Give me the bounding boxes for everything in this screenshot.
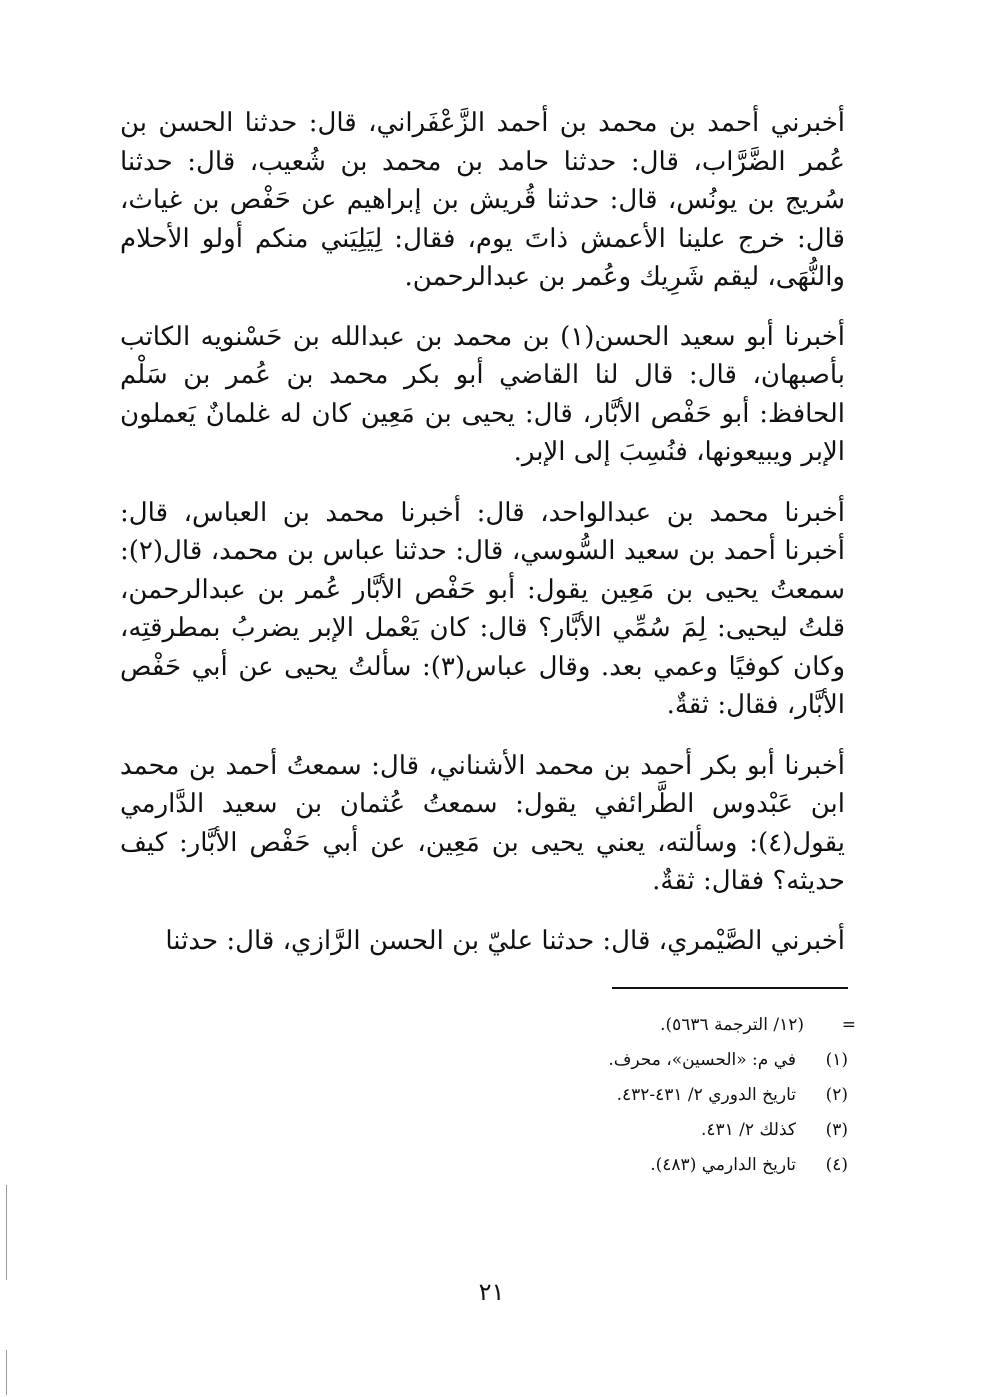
footnote-text: تاريخ الدوري ٢/ ٤٣١-٤٣٢.	[616, 1085, 796, 1105]
paragraph-4: أخبرنا أبو بكر أحمد بن محمد الأشناني، قال: سمعتُ أحمد بن محمد ابن عَبْدوس الطَّرائفي يقول: سمعتُ عُثمان بن سعيد الدَّارمي يقول(٤): وسألته، يعني يحيى بن مَعِين، عن أبي حَفْص الأبَّار: كيف حديثه؟ فقال: ثقةٌ.	[120, 750, 845, 896]
paragraph-2: أخبرنا أبو سعيد الحسن(١) بن محمد بن عبدالله بن حَسْنويه الكاتب بأصبهان، قال: قال لنا القاضي أبو بكر محمد بن عُمر بن سَلْم الحافظ: أبو حَفْص الأبَّار، قال: يحيى بن مَعِين كان له غلمانٌ يَعملون الإبر ويبيعونها، فنُسِبَ إلى الإبر.	[120, 321, 845, 467]
footnote-separator	[612, 987, 848, 989]
footnote-number: (٤)	[825, 1155, 848, 1175]
footnote-2	[448, 1078, 848, 1113]
main-text	[120, 104, 845, 960]
scan-margin-line	[6, 1185, 7, 1280]
scan-margin-line	[6, 1350, 7, 1395]
paragraph-1: أخبرني أحمد بن محمد بن أحمد الزَّعْفَراني، قال: حدثنا الحسن بن عُمر الضَّرَّاب، قال: حدثنا حامد بن محمد بن شُعيب، قال: حدثنا سُريج بن يونُس، قال: حدثنا قُريش بن إبراهيم عن حَفْص بن غياث، قال: خرج علينا الأعمش ذاتَ يوم، فقال: لِيَلِيَني منكم أولو الأحلام والنُّهَى، ليقم شَرِيك وعُمر بن عبدالرحمن.	[120, 108, 845, 292]
footnote-number: (٣)	[825, 1120, 848, 1140]
footnote-4	[448, 1148, 848, 1183]
footnote-1	[448, 1043, 848, 1078]
footnote-number: (٢)	[825, 1085, 848, 1105]
page-number: ٢١	[478, 1278, 505, 1306]
footnote-text: كذلك ٢/ ٤٣١.	[700, 1120, 796, 1140]
paragraph-5: أخبرني الصَّيْمري، قال: حدثنا عليّ بن الحسن الرَّازي، قال: حدثنا	[165, 925, 845, 956]
continuation-mark: =	[841, 1015, 856, 1035]
footnote-continuation	[448, 1008, 856, 1043]
footnote-3	[448, 1113, 848, 1148]
footnotes	[448, 1008, 856, 1183]
footnote-number: (١)	[825, 1050, 848, 1070]
footnote-text: في م: «الحسين»، محرف.	[608, 1050, 796, 1070]
paragraph-3: أخبرنا محمد بن عبدالواحد، قال: أخبرنا محمد بن العباس، قال: أخبرنا أحمد بن سعيد السُّوسي، قال: حدثنا عباس بن محمد، قال(٢): سمعتُ يحيى بن مَعِين يقول: أبو حَفْص الأبَّار عُمر بن عبدالرحمن، قلتُ ليحيى: لِمَ سُمِّي الأبَّار؟ قال: كان يَعْمل الإبر يضربُ بمطرقتِه، وكان كوفيًا وعمي بعد. وقال عباس(٣): سألتُ يحيى عن أبي حَفْص الأبَّار، فقال: ثقةٌ.	[120, 497, 846, 720]
footnote-text: تاريخ الدارمي (٤٨٣).	[650, 1155, 796, 1175]
footnote-text: (١٢/ الترجمة ٥٦٣٦).	[660, 1015, 804, 1035]
